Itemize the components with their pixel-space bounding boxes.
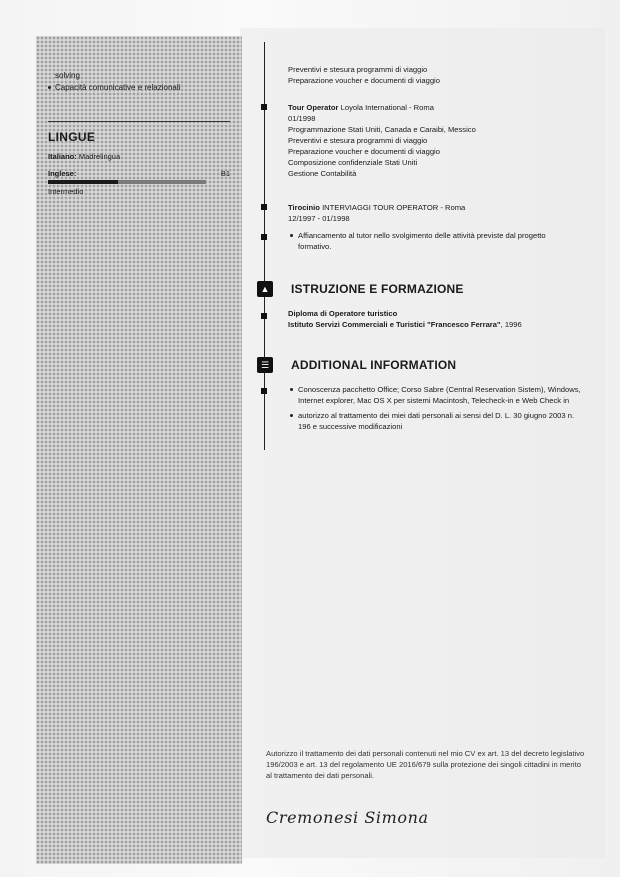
languages-heading: LINGUE (48, 130, 96, 144)
language-level-bar (48, 180, 206, 184)
job-line: Programmazione Stati Uniti, Canada e Caraibi, Messico (288, 125, 476, 134)
native-language: Italiano: Madrelingua (48, 152, 121, 161)
bullet-item: Affiancamento al tutor nello svolgimento delle attività previste dal progetto formativo. (288, 230, 578, 252)
sidebar-top-text (48, 70, 180, 94)
timeline-node (261, 234, 267, 240)
tirocinio-bullets (288, 230, 578, 252)
bullet-item: Conoscenza pacchetto Office; Corso Sabre (Central Reservation Sistem), Windows, Internet explorer, Mac OS X per sistemi Macintosh, Telecheck-in e Web Check in (288, 384, 588, 406)
education-title: ISTRUZIONE E FORMAZIONE (291, 282, 464, 296)
intro-line: Preventivi e stesura programmi di viaggio (288, 65, 428, 74)
education-entry (288, 308, 522, 330)
sidebar-line-1: solving (55, 71, 80, 80)
bullet-icon (48, 86, 51, 89)
consent-text: Autorizzo il trattamento dei dati personali contenuti nel mio CV ex art. 13 del decreto legislativo 196/2003 e art. 13 del regolamento UE 2016/679 sulla protezione dei singoli cittadini in merito al trattamento dei dati personali. (266, 749, 585, 780)
job-heading: Tirocinio INTERVIAGGI TOUR OPERATOR - Roma (288, 203, 466, 212)
job-dates: 12/1997 - 01/1998 (288, 214, 350, 223)
job-heading: Tour Operator Loyola International - Roma (288, 103, 434, 112)
timeline-node (261, 313, 267, 319)
job-line: Preparazione voucher e documenti di viaggio (288, 147, 440, 156)
language-level-row: Inglese: B1 (48, 169, 230, 178)
job-line: Gestione Contabilità (288, 169, 357, 178)
job-entry-tour-operator (288, 102, 476, 179)
signature: Cremonesi Simona (266, 808, 429, 827)
degree: Diploma di Operatore turistico (288, 309, 398, 318)
timeline-node (261, 388, 267, 394)
job-line: Composizione confidenziale Stati Uniti (288, 158, 418, 167)
sidebar-line-2: Capacità comunicative e relazionali (48, 82, 180, 94)
timeline-node (261, 204, 267, 210)
timeline-node (261, 104, 267, 110)
additional-bullets (288, 384, 588, 432)
language-level: B1 (220, 169, 230, 178)
language-level-label: Intermedio (48, 187, 84, 196)
additional-title: ADDITIONAL INFORMATION (291, 358, 457, 372)
bullet-item: autorizzo al trattamento dei miei dati personali ai sensi del D. L. 30 giugno 2003 n. 196 e successive modificazioni (288, 410, 588, 432)
sidebar-divider (48, 121, 230, 122)
job-entry-tirocinio (288, 202, 465, 224)
job-line: Preventivi e stesura programmi di viaggio (288, 136, 428, 145)
job-dates: 01/1998 (288, 114, 316, 123)
graduation-cap-icon: ▲ (257, 281, 273, 297)
school-row: Istituto Servizi Commerciali e Turistici "Francesco Ferrara", 1996 (288, 320, 522, 329)
language-level-bar-fill (48, 180, 118, 184)
list-icon: ☰ (257, 357, 273, 373)
intro-line: Preparazione voucher e documenti di viaggio (288, 76, 440, 85)
experience-intro (288, 64, 440, 86)
